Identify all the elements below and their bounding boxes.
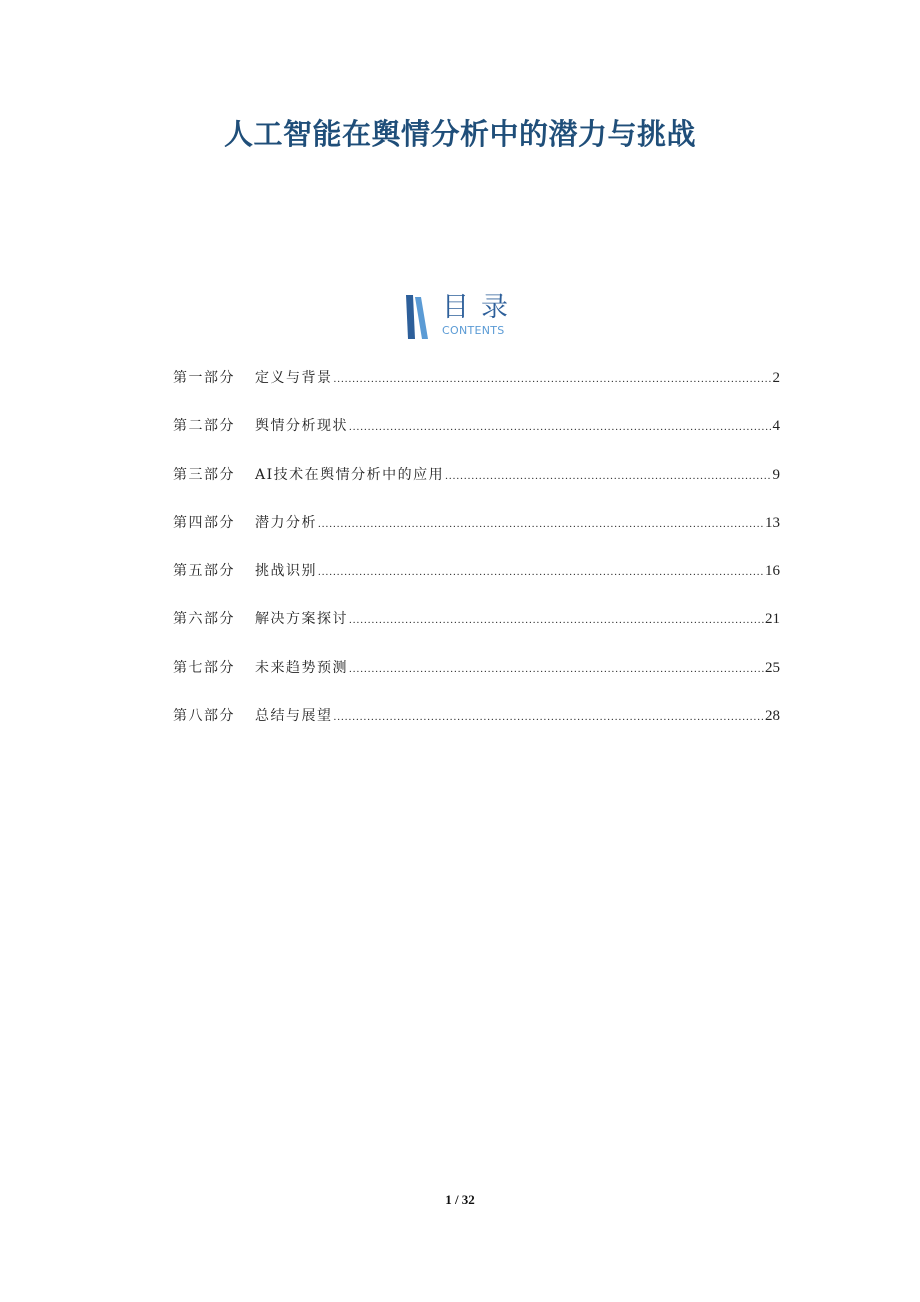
toc-entry-page: 4 [772, 418, 780, 435]
toc-entry-6[interactable] [173, 607, 780, 631]
toc-entry-title: 舆情分析现状 [255, 418, 348, 435]
toc-entry-part: 第六部分 [173, 611, 235, 628]
document-title: 人工智能在舆情分析中的潜力与挑战 [223, 117, 696, 151]
table-of-contents [173, 366, 780, 752]
toc-leader-dots [318, 512, 764, 536]
page-indicator: 1 / 32 [445, 1192, 475, 1207]
toc-entry-part: 第七部分 [173, 659, 235, 676]
toc-leader-dots [445, 464, 771, 488]
toc-leader-dots [334, 367, 772, 391]
toc-subheading: CONTENTS [442, 324, 505, 337]
toc-leader-dots [349, 415, 772, 439]
toc-entry-2[interactable] [173, 414, 780, 438]
toc-entry-page: 2 [772, 370, 780, 386]
toc-entry-title: 挑战识别 [255, 563, 317, 580]
toc-entry-8[interactable] [173, 704, 780, 728]
toc-header [404, 293, 534, 341]
contents-logo-icon [404, 295, 430, 339]
toc-entry-7[interactable] [173, 656, 780, 680]
toc-entry-5[interactable] [173, 559, 780, 583]
toc-entry-page: 9 [772, 466, 780, 483]
toc-entry-page: 21 [765, 611, 780, 628]
toc-entry-page: 16 [765, 563, 780, 580]
toc-entry-3[interactable] [173, 463, 780, 487]
toc-leader-dots [349, 608, 764, 632]
toc-entry-page: 28 [765, 708, 780, 725]
toc-entry-page: 25 [765, 659, 780, 676]
toc-entry-part: 第三部分 [173, 466, 235, 483]
toc-entry-title: 潜力分析 [255, 514, 317, 531]
toc-entry-part: 第一部分 [173, 370, 235, 386]
toc-entry-title: AI技术在舆情分析中的应用 [255, 466, 445, 483]
toc-leader-dots [318, 560, 764, 584]
toc-entry-part: 第二部分 [173, 418, 235, 435]
toc-entry-1[interactable] [173, 366, 780, 390]
toc-leader-dots [334, 705, 765, 729]
toc-heading: 目录 [442, 292, 520, 323]
toc-entry-page: 13 [765, 514, 780, 531]
toc-entry-part: 第八部分 [173, 708, 235, 725]
toc-entry-title: 定义与背景 [255, 370, 333, 386]
toc-entry-part: 第四部分 [173, 514, 235, 531]
toc-entry-part: 第五部分 [173, 563, 235, 580]
toc-entry-title: 未来趋势预测 [255, 659, 348, 676]
toc-entry-title: 总结与展望 [255, 708, 333, 725]
toc-entry-4[interactable] [173, 511, 780, 535]
toc-entry-title: 解决方案探讨 [255, 611, 348, 628]
toc-leader-dots [349, 657, 764, 681]
